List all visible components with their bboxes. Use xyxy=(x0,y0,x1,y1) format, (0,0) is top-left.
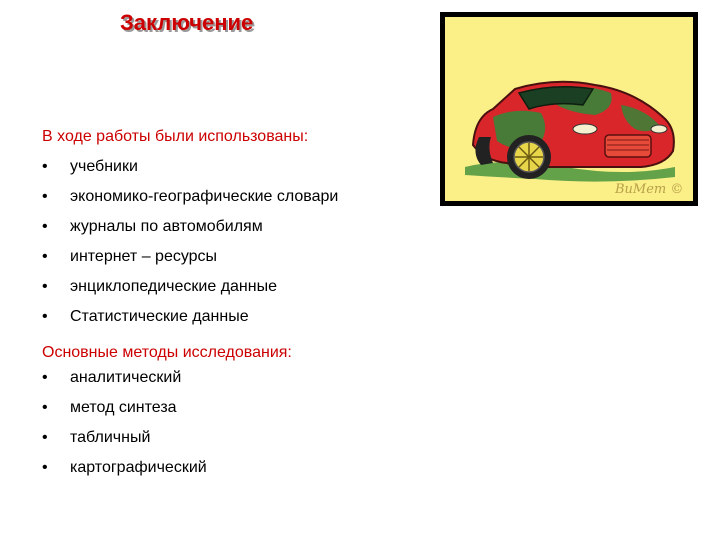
list-item: • учебники xyxy=(42,152,338,182)
list-item: • энциклопедические данные xyxy=(42,272,338,302)
bullet-icon: • xyxy=(42,429,48,446)
car-grille xyxy=(605,135,651,157)
sources-heading: В ходе работы были использованы: xyxy=(42,128,309,145)
bullet-icon: • xyxy=(42,399,48,416)
bullet-icon: • xyxy=(42,248,48,265)
headlight-icon xyxy=(573,124,597,134)
bullet-icon: • xyxy=(42,218,48,235)
list-item: • журналы по автомобилям xyxy=(42,212,338,242)
methods-list xyxy=(42,363,207,483)
slide-title: Заключение xyxy=(120,10,254,35)
headlight-icon xyxy=(651,125,667,133)
methods-heading: Основные методы исследования: xyxy=(42,344,292,361)
list-item: • метод синтеза xyxy=(42,393,207,423)
bullet-icon: • xyxy=(42,308,48,325)
bullet-icon: • xyxy=(42,278,48,295)
list-item: • экономико-географические словари xyxy=(42,182,338,212)
list-item: • аналитический xyxy=(42,363,207,393)
bullet-icon: • xyxy=(42,459,48,476)
car-drawing xyxy=(445,17,693,201)
bullet-icon: • xyxy=(42,188,48,205)
list-item: • Статистические данные xyxy=(42,302,338,332)
wheel-spokes xyxy=(515,143,543,171)
artist-signature: ВиМет © xyxy=(615,182,684,197)
bullet-icon: • xyxy=(42,158,48,175)
car-illustration xyxy=(440,12,698,206)
list-item: • табличный xyxy=(42,423,207,453)
list-item: • интернет – ресурсы xyxy=(42,242,338,272)
bullet-icon: • xyxy=(42,369,48,386)
sources-list xyxy=(42,152,338,332)
list-item: • картографический xyxy=(42,453,207,483)
